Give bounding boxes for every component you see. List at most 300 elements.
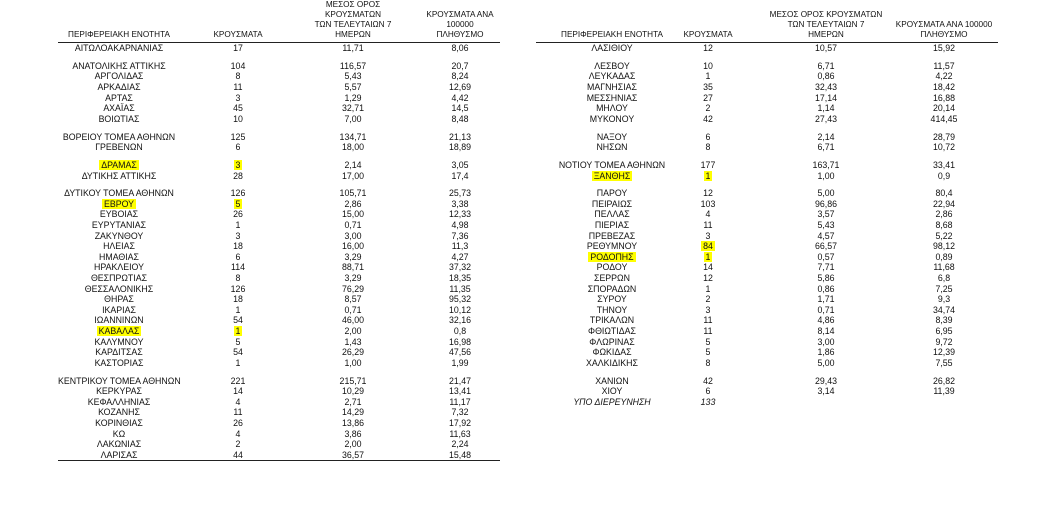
region-cell-text: ΑΡΤΑΣ (105, 92, 133, 103)
region-cell-text: ΗΡΑΚΛΕΙΟΥ (94, 262, 144, 273)
region-cell (58, 199, 180, 210)
per100k-cell (420, 252, 500, 263)
region-cell (58, 220, 180, 231)
region-cell-text: ΠΕΛΛΑΣ (594, 209, 630, 220)
per100k-cell-text: 10,72 (932, 142, 955, 153)
table-row (536, 43, 998, 54)
per100k-cell-text: 5,22 (935, 230, 953, 241)
avg7-cell-text: 3,29 (344, 251, 362, 262)
avg7-cell-text: 88,71 (341, 262, 364, 273)
region-cell (58, 358, 180, 369)
region-cell-text: ΜΑΓΝΗΣΙΑΣ (587, 81, 637, 92)
table-row (58, 337, 500, 348)
cases-cell (208, 171, 268, 182)
avg7-cell-text: 3,00 (344, 230, 362, 241)
avg7-cell-text: 36,57 (341, 449, 364, 460)
row-spacer (58, 153, 500, 160)
per100k-cell (420, 386, 500, 397)
per100k-cell (420, 43, 500, 54)
table-row (58, 82, 500, 93)
region-cell (58, 142, 180, 153)
region-cell (536, 103, 688, 114)
per100k-cell-text: 11,3 (451, 241, 469, 252)
cases-cell (676, 114, 740, 125)
avg7-cell (298, 326, 408, 337)
cases-cell (208, 199, 268, 210)
table-row (58, 241, 500, 252)
avg7-cell-text: 5,43 (344, 71, 362, 82)
avg7-cell (762, 376, 890, 387)
cases-cell (676, 347, 740, 358)
per100k-cell (420, 93, 500, 104)
avg7-cell (762, 284, 890, 295)
cases-cell-text: 14 (233, 386, 243, 397)
table-row (58, 252, 500, 263)
region-cell (536, 93, 688, 104)
per100k-cell (420, 347, 500, 358)
avg7-cell (762, 199, 890, 210)
table-row (58, 209, 500, 220)
table-row (58, 407, 500, 418)
table-row (536, 71, 998, 82)
cases-cell-text: 18 (233, 294, 243, 305)
per100k-cell (892, 132, 996, 143)
cases-cell-text: 27 (703, 92, 713, 103)
avg7-cell (762, 326, 890, 337)
per100k-cell (420, 188, 500, 199)
avg7-cell-text: 10,57 (814, 43, 837, 53)
avg7-cell-text: 15,00 (341, 209, 364, 220)
region-cell (536, 376, 688, 387)
cases-cell-text: 12 (703, 188, 713, 199)
table-row (536, 231, 998, 242)
table-row (58, 132, 500, 143)
avg7-cell-text: 32,71 (341, 103, 364, 114)
avg7-cell-text: 3,57 (817, 209, 835, 220)
region-cell (58, 386, 180, 397)
header-avg7: ΜΕΣΟΣ ΟΡΟΣ ΚΡΟΥΣΜΑΤΩΝ ΤΩΝ ΤΕΛΕΥΤΑΙΩΝ 7 ΗΜΕΡΩΝ (769, 10, 883, 39)
cases-cell (676, 305, 740, 316)
avg7-cell (762, 337, 890, 348)
avg7-cell-text: 96,86 (814, 198, 837, 209)
cases-cell-text: 5 (705, 347, 711, 358)
region-cell-text: ΚΩ (112, 428, 126, 439)
cases-cell (676, 284, 740, 295)
cases-cell-text: 11 (703, 220, 713, 231)
header-per100k: ΚΡΟΥΣΜΑΤΑ ΑΝΑ 100000 ΠΛΗΘΥΣΜΟ (426, 10, 494, 39)
avg7-cell-text: 2,00 (344, 439, 362, 450)
avg7-cell (298, 284, 408, 295)
avg7-cell (762, 315, 890, 326)
row-spacer (536, 181, 998, 188)
cases-cell-text: 177 (700, 159, 716, 170)
avg7-cell-text: 4,86 (817, 315, 835, 326)
avg7-cell-text: 1,43 (344, 336, 362, 347)
per100k-cell (892, 231, 996, 242)
per100k-cell (892, 142, 996, 153)
cases-cell-text: 1 (235, 357, 241, 368)
row-spacer (58, 181, 500, 188)
region-cell-text: ΚΕΡΚΥΡΑΣ (96, 386, 142, 397)
per100k-cell-text: 9,72 (935, 336, 953, 347)
per100k-cell-text: 11,57 (933, 60, 955, 71)
per100k-cell (420, 407, 500, 418)
region-cell-text: ΙΚΑΡΙΑΣ (102, 304, 136, 315)
right-table-header (536, 8, 998, 43)
per100k-cell-text: 0,8 (453, 326, 467, 336)
table-row (58, 93, 500, 104)
cases-cell (676, 220, 740, 231)
cases-cell-text: 5 (235, 336, 241, 347)
cases-cell-text: 35 (703, 81, 713, 92)
header-cases: ΚΡΟΥΣΜΑΤΑ (683, 30, 733, 39)
cases-cell (208, 407, 268, 418)
table-row (58, 376, 500, 387)
avg7-cell (762, 82, 890, 93)
avg7-cell (762, 209, 890, 220)
cases-cell (676, 82, 740, 93)
cases-cell-text: 8 (235, 273, 241, 284)
table-row (536, 337, 998, 348)
per100k-cell-text: 18,89 (448, 142, 471, 153)
region-cell (58, 241, 180, 252)
per100k-cell (892, 209, 996, 220)
region-cell (58, 450, 180, 461)
region-cell-text: ΛΕΥΚΑΔΑΣ (588, 71, 636, 82)
region-cell-text: ΑΧΑΪΑΣ (103, 103, 135, 114)
right-table-body (536, 43, 998, 407)
cases-cell (208, 358, 268, 369)
region-cell (536, 252, 688, 263)
header-cases: ΚΡΟΥΣΜΑΤΑ (213, 30, 263, 39)
cases-cell (676, 231, 740, 242)
region-cell (536, 71, 688, 82)
table-row (536, 376, 998, 387)
per100k-cell-text: 11,17 (449, 396, 471, 407)
per100k-cell-text: 26,82 (932, 375, 955, 386)
per100k-cell-text: 8,48 (451, 113, 469, 124)
region-cell-text: ΚΕΝΤΡΙΚΟΥ ΤΟΜΕΑ ΑΘΗΝΩΝ (58, 375, 181, 386)
table-row (536, 315, 998, 326)
cases-cell (208, 71, 268, 82)
avg7-cell (762, 103, 890, 114)
avg7-cell (762, 171, 890, 182)
avg7-cell (298, 114, 408, 125)
region-cell (58, 397, 180, 408)
region-cell (58, 407, 180, 418)
cases-cell-text: 4 (705, 209, 711, 220)
region-cell-text: ΣΠΟΡΑΔΩΝ (587, 283, 637, 294)
per100k-cell (420, 273, 500, 284)
region-cell (58, 284, 180, 295)
table-row (58, 171, 500, 182)
cases-cell (208, 397, 268, 408)
cases-cell-text: 3 (235, 230, 241, 241)
avg7-cell (762, 114, 890, 125)
cases-cell (676, 160, 740, 171)
avg7-cell-text: 66,57 (814, 241, 837, 252)
per100k-cell (420, 220, 500, 231)
avg7-cell (298, 397, 408, 408)
cases-cell-text: 5 (235, 198, 241, 209)
per100k-cell-text: 2,86 (935, 209, 953, 220)
cases-cell (208, 273, 268, 284)
region-cell-text: ΗΛΕΙΑΣ (103, 241, 135, 252)
cases-cell-text: 2 (235, 439, 241, 450)
region-cell (58, 188, 180, 199)
cases-cell (208, 386, 268, 397)
avg7-cell-text: 3,86 (344, 428, 362, 439)
table-row (58, 160, 500, 171)
per100k-cell-text: 4,98 (451, 220, 469, 231)
per100k-cell-text: 3,38 (451, 198, 469, 209)
cases-cell (676, 273, 740, 284)
cases-cell-text: 1 (705, 283, 711, 294)
header-per100k: ΚΡΟΥΣΜΑΤΑ ΑΝΑ 100000 ΠΛΗΘΥΣΜΟ (895, 20, 993, 39)
avg7-cell (298, 252, 408, 263)
region-cell (58, 103, 180, 114)
avg7-cell-text: 76,29 (341, 283, 364, 294)
per100k-cell-text: 11,39 (933, 386, 955, 397)
avg7-cell (298, 171, 408, 182)
region-cell (536, 188, 688, 199)
avg7-cell (298, 132, 408, 143)
table-row (58, 418, 500, 429)
region-cell (536, 305, 688, 316)
region-cell-text: ΓΡΕΒΕΝΩΝ (95, 142, 143, 153)
avg7-cell-text: 5,86 (817, 273, 835, 284)
table-row (536, 61, 998, 72)
per100k-cell (892, 171, 996, 182)
per100k-cell-text: 18,35 (448, 273, 471, 284)
region-cell (58, 326, 180, 337)
per100k-cell-text: 414,45 (930, 113, 958, 124)
per100k-cell-text: 28,79 (932, 131, 955, 142)
cases-cell-text: 126 (230, 283, 246, 294)
region-cell (58, 71, 180, 82)
region-cell (58, 262, 180, 273)
region-cell-text: ΛΑΣΙΘΙΟΥ (591, 43, 633, 53)
avg7-cell (762, 294, 890, 305)
avg7-cell (762, 231, 890, 242)
avg7-cell (762, 358, 890, 369)
cases-cell (676, 386, 740, 397)
avg7-cell-text: 7,00 (344, 113, 362, 124)
region-cell-text: ΜΥΚΟΝΟΥ (589, 113, 635, 124)
region-cell (536, 284, 688, 295)
avg7-cell (762, 347, 890, 358)
table-row (58, 262, 500, 273)
region-cell (58, 429, 180, 440)
cases-cell-text: 54 (233, 315, 243, 326)
region-cell-text: ΚΑΣΤΟΡΙΑΣ (94, 357, 144, 368)
avg7-cell (298, 418, 408, 429)
per100k-cell-text: 17,92 (448, 417, 471, 428)
avg7-cell (298, 262, 408, 273)
table-row (536, 397, 998, 408)
avg7-cell-text: 27,43 (814, 113, 837, 124)
region-cell (536, 273, 688, 284)
avg7-cell-text: 5,00 (817, 188, 835, 199)
region-cell (536, 397, 688, 408)
region-cell-text: ΘΗΡΑΣ (104, 294, 134, 305)
cases-cell (676, 358, 740, 369)
cases-cell-text: 1 (705, 170, 711, 181)
region-cell (58, 347, 180, 358)
region-cell-text: ΖΑΚΥΝΘΟΥ (94, 230, 144, 241)
avg7-cell-text: 1,00 (344, 357, 362, 368)
per100k-cell (420, 337, 500, 348)
per100k-cell (420, 376, 500, 387)
cases-cell-text: 11 (233, 407, 243, 418)
table-row (58, 43, 500, 54)
cases-cell-text: 11 (703, 326, 713, 336)
table-row (58, 188, 500, 199)
cases-cell (208, 142, 268, 153)
table-row (536, 252, 998, 263)
table-row (536, 284, 998, 295)
per100k-cell (892, 305, 996, 316)
per100k-cell (420, 315, 500, 326)
per100k-cell (892, 294, 996, 305)
avg7-cell-text: 18,00 (341, 142, 364, 153)
region-cell-text: ΠΕΙΡΑΙΩΣ (591, 198, 633, 209)
per100k-cell-text: 21,47 (448, 375, 471, 386)
per100k-cell (420, 418, 500, 429)
per100k-cell (892, 43, 996, 54)
region-cell-text: ΠΙΕΡΙΑΣ (594, 220, 630, 231)
cases-cell-text: 103 (700, 198, 716, 209)
region-cell (58, 114, 180, 125)
per100k-cell-text: 25,73 (448, 188, 471, 199)
per100k-cell (420, 142, 500, 153)
per100k-cell (892, 160, 996, 171)
cases-cell-text: 3 (235, 92, 241, 103)
region-cell-text: ΛΕΣΒΟΥ (594, 60, 630, 71)
region-cell-text: ΤΗΝΟΥ (596, 304, 628, 315)
avg7-cell-text: 5,43 (817, 220, 835, 231)
cases-cell-text: 42 (703, 113, 713, 124)
cases-cell-text: 221 (230, 375, 246, 386)
table-row (58, 450, 500, 461)
per100k-cell-text: 9,3 (937, 294, 951, 305)
avg7-cell (298, 160, 408, 171)
avg7-cell (298, 407, 408, 418)
region-cell-text: ΛΑΡΙΣΑΣ (100, 449, 138, 460)
cases-cell-text: 6 (235, 142, 241, 153)
cases-cell-text: 11 (703, 315, 713, 326)
avg7-cell (762, 142, 890, 153)
avg7-cell-text: 3,00 (817, 336, 835, 347)
region-cell (536, 241, 688, 252)
avg7-cell-text: 1,86 (817, 347, 835, 358)
avg7-cell (762, 160, 890, 171)
cases-cell (676, 252, 740, 263)
cases-cell (676, 188, 740, 199)
table-row (58, 294, 500, 305)
left-table-header (58, 0, 500, 43)
cases-cell (676, 294, 740, 305)
cases-cell (208, 262, 268, 273)
per100k-cell (420, 82, 500, 93)
region-cell (536, 199, 688, 210)
table-row (536, 132, 998, 143)
cases-cell (208, 93, 268, 104)
cases-cell (676, 315, 740, 326)
per100k-cell-text: 16,98 (448, 336, 471, 347)
region-cell-text: ΣΥΡΟΥ (597, 294, 627, 305)
table-row (536, 305, 998, 316)
table-row (536, 358, 998, 369)
region-cell (536, 220, 688, 231)
per100k-cell (892, 326, 996, 337)
avg7-cell-text: 5,00 (817, 357, 835, 368)
cases-cell (676, 326, 740, 337)
cases-cell-text: 6 (705, 131, 711, 142)
table-row (536, 241, 998, 252)
table-row (58, 114, 500, 125)
avg7-cell-text: 6,71 (817, 60, 835, 71)
avg7-cell-text: 32,43 (814, 81, 837, 92)
avg7-cell-text: 134,71 (339, 131, 367, 142)
avg7-cell-text: 1,29 (344, 92, 362, 103)
table-row (536, 326, 998, 337)
per100k-cell (420, 305, 500, 316)
avg7-cell (298, 450, 408, 461)
per100k-cell (420, 231, 500, 242)
region-cell-text: ΤΡΙΚΑΛΩΝ (589, 315, 635, 326)
region-cell-text: ΕΥΡΥΤΑΝΙΑΣ (91, 220, 147, 231)
per100k-cell (892, 376, 996, 387)
per100k-cell (420, 199, 500, 210)
avg7-cell (762, 273, 890, 284)
region-cell-text: ΦΩΚΙΔΑΣ (592, 347, 632, 358)
region-cell (536, 294, 688, 305)
right-table (536, 8, 998, 407)
avg7-cell-text: 11,71 (342, 43, 364, 53)
region-cell (536, 160, 688, 171)
cases-cell (208, 43, 268, 54)
avg7-cell (762, 305, 890, 316)
cases-cell-text: 4 (235, 428, 241, 439)
region-cell (536, 347, 688, 358)
per100k-cell (892, 93, 996, 104)
region-cell (58, 209, 180, 220)
region-cell-text: ΔΥΤΙΚΗΣ ΑΤΤΙΚΗΣ (81, 170, 157, 181)
avg7-cell (298, 231, 408, 242)
cases-cell (676, 397, 740, 408)
per100k-cell (420, 439, 500, 450)
cases-cell (208, 315, 268, 326)
region-cell (536, 231, 688, 242)
region-cell-text: ΔΥΤΙΚΟΥ ΤΟΜΕΑ ΑΘΗΝΩΝ (64, 188, 174, 199)
avg7-cell (298, 103, 408, 114)
avg7-cell (298, 241, 408, 252)
cases-cell-text: 10 (233, 113, 243, 124)
cases-cell-text: 114 (230, 262, 246, 273)
avg7-cell-text: 10,29 (341, 386, 364, 397)
row-spacer (536, 124, 998, 131)
avg7-cell-text: 1,00 (817, 170, 835, 181)
per100k-cell (420, 209, 500, 220)
table-row (536, 171, 998, 182)
cases-cell (676, 337, 740, 348)
per100k-cell-text: 11,63 (449, 428, 471, 439)
avg7-cell-text: 46,00 (341, 315, 364, 326)
row-spacer (536, 368, 998, 375)
per100k-cell-text: 34,74 (932, 304, 955, 315)
cases-cell-text: 125 (230, 131, 246, 142)
